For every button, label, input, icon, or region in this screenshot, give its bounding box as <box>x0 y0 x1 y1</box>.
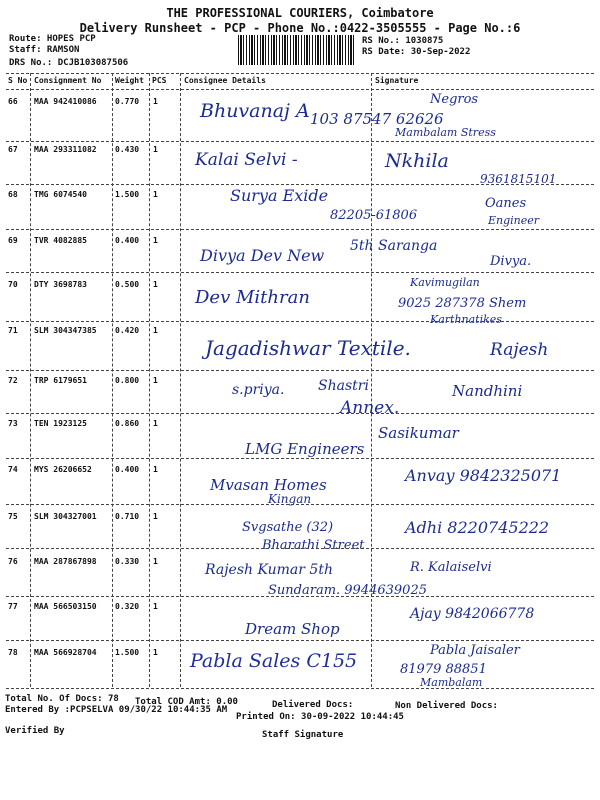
signature-handwriting: Annex. <box>340 398 400 418</box>
row-sno: 71 <box>8 326 18 335</box>
row-sno: 69 <box>8 236 18 245</box>
row-weight: 1.500 <box>115 190 140 199</box>
signature-handwriting: R. Kalaiselvi <box>410 560 492 575</box>
row-weight: 0.320 <box>115 602 140 611</box>
row-consignment: TMG 6074540 <box>34 190 87 199</box>
total-docs: Total No. Of Docs: 78 <box>5 694 119 704</box>
row-pcs: 1 <box>153 97 158 106</box>
signature-handwriting: 81979 88851 <box>400 662 487 677</box>
signature-handwriting: Kavimugilan <box>410 276 480 289</box>
row-weight: 0.420 <box>115 326 140 335</box>
header-rule <box>6 89 594 90</box>
row-pcs: 1 <box>153 145 158 154</box>
signature-handwriting: 82205-61806 <box>330 208 418 223</box>
col-header-sno: S No <box>8 76 28 85</box>
signature-handwriting: 9361815101 <box>480 172 557 186</box>
row-weight: 0.710 <box>115 512 140 521</box>
row-sno: 68 <box>8 190 18 199</box>
row-sno: 78 <box>8 648 18 657</box>
row-weight: 1.500 <box>115 648 140 657</box>
row-pcs: 1 <box>153 557 158 566</box>
signature-handwriting: Rajesh <box>490 340 549 360</box>
consignee-handwriting: Bhuvanaj A <box>200 100 310 122</box>
signature-handwriting: Pabla Jaisaler <box>430 643 520 658</box>
row-pcs: 1 <box>153 280 158 289</box>
row-divider <box>6 504 594 505</box>
row-pcs: 1 <box>153 602 158 611</box>
signature-handwriting: Sasikumar <box>378 424 459 442</box>
signature-handwriting: Karthnatikes <box>430 313 502 326</box>
col-header-weight: Weight <box>115 76 144 85</box>
row-sno: 66 <box>8 97 18 106</box>
staff: Staff: RAMSON <box>9 45 80 55</box>
non-delivered-docs: Non Delivered Docs: <box>395 701 498 711</box>
drs-number: DRS No.: DCJB103087506 <box>9 58 129 68</box>
verified-by: Verified By <box>5 726 65 736</box>
row-weight: 0.770 <box>115 97 140 106</box>
consignee-handwriting: s.priya. <box>232 382 285 398</box>
row-divider <box>6 229 594 230</box>
row-sno: 76 <box>8 557 18 566</box>
signature-handwriting: Divya. <box>490 254 532 269</box>
consignee-handwriting: Dev Mithran <box>195 287 310 308</box>
sheet-title: Delivery Runsheet - PCP - Phone No.:0422-3505555 - Page No.:6 <box>79 21 521 35</box>
entered-by: Entered By :PCPSELVA 09/30/22 10:44:35 AM <box>5 705 228 715</box>
row-weight: 0.500 <box>115 280 140 289</box>
consignee-handwriting: Surya Exide <box>230 186 329 205</box>
signature-handwriting: Negros <box>430 92 479 107</box>
table-bottom-rule <box>6 688 594 689</box>
row-divider <box>6 640 594 641</box>
row-sno: 67 <box>8 145 18 154</box>
col-divider <box>180 73 181 687</box>
consignee-handwriting: Mvasan Homes <box>210 476 327 494</box>
company-title: THE PROFESSIONAL COURIERS, Coimbatore <box>166 6 434 20</box>
col-header-consignment: Consignment No <box>34 76 102 85</box>
consignee-handwriting: Kalai Selvi - <box>195 150 298 170</box>
row-weight: 0.400 <box>115 236 140 245</box>
row-sno: 74 <box>8 465 18 474</box>
rs-number: RS No.: 1030875 <box>362 36 444 46</box>
col-header-consignee: Consignee Details <box>184 76 266 85</box>
consignee-handwriting: Divya Dev New <box>200 246 325 265</box>
col-header-signature: Signature <box>375 76 419 85</box>
row-divider <box>6 458 594 459</box>
row-sno: 77 <box>8 602 18 611</box>
printed-on: Printed On: 30-09-2022 10:44:45 <box>236 712 404 722</box>
consignee-handwriting: Pabla Sales C155 <box>190 650 358 672</box>
consignee-handwriting: LMG Engineers <box>245 440 365 458</box>
row-pcs: 1 <box>153 236 158 245</box>
row-pcs: 1 <box>153 326 158 335</box>
signature-handwriting: Anvay 9842325071 <box>405 466 562 485</box>
col-divider <box>112 73 113 687</box>
row-consignment: MAA 293311082 <box>34 145 97 154</box>
consignee-handwriting: Rajesh Kumar 5th <box>205 562 333 578</box>
row-consignment: SLM 304327001 <box>34 512 97 521</box>
row-pcs: 1 <box>153 512 158 521</box>
row-pcs: 1 <box>153 190 158 199</box>
signature-handwriting: 5th Saranga <box>350 238 438 254</box>
signature-handwriting: Nkhila <box>385 150 449 172</box>
row-consignment: MYS 26206652 <box>34 465 92 474</box>
signature-handwriting: Shastri <box>318 378 369 394</box>
row-weight: 0.330 <box>115 557 140 566</box>
consignee-handwriting: Kingan <box>268 492 312 506</box>
signature-handwriting: Mambalam Stress <box>395 126 496 139</box>
row-pcs: 1 <box>153 419 158 428</box>
consignee-handwriting: Svgsathe (32) <box>242 520 334 535</box>
signature-handwriting: Mambalam <box>420 676 483 689</box>
row-divider <box>6 370 594 371</box>
row-sno: 73 <box>8 419 18 428</box>
row-divider <box>6 184 594 185</box>
rs-date: RS Date: 30-Sep-2022 <box>362 47 471 57</box>
row-weight: 0.860 <box>115 419 140 428</box>
total-cod: Total COD Amt: 0.00 <box>135 697 238 707</box>
row-sno: 70 <box>8 280 18 289</box>
signature-handwriting: Oanes <box>485 196 527 211</box>
signature-handwriting: 9025 287378 Shem <box>398 296 527 311</box>
row-consignment: TVR 4082885 <box>34 236 87 245</box>
table-top-rule <box>6 73 594 74</box>
row-divider <box>6 141 594 142</box>
row-divider <box>6 548 594 549</box>
row-consignment: MAA 566928704 <box>34 648 97 657</box>
row-divider <box>6 321 594 322</box>
signature-handwriting: Nandhini <box>452 382 523 400</box>
signature-handwriting: Sundaram. 9944639025 <box>268 583 427 598</box>
row-divider <box>6 272 594 273</box>
delivered-docs: Delivered Docs: <box>272 700 354 710</box>
row-weight: 0.430 <box>115 145 140 154</box>
row-divider <box>6 596 594 597</box>
row-consignment: MAA 942410086 <box>34 97 97 106</box>
row-sno: 75 <box>8 512 18 521</box>
row-pcs: 1 <box>153 376 158 385</box>
signature-handwriting: Engineer <box>488 214 540 227</box>
col-header-pcs: PCS <box>152 76 167 85</box>
consignee-handwriting: Jagadishwar Textile. <box>205 336 411 360</box>
signature-handwriting: Adhi 8220745222 <box>405 518 550 537</box>
staff-signature-label: Staff Signature <box>262 730 344 740</box>
row-consignment: DTY 3698783 <box>34 280 87 289</box>
route: Route: HOPES PCP <box>9 34 96 44</box>
row-consignment: MAA 287867898 <box>34 557 97 566</box>
signature-handwriting: 103 87547 62626 <box>310 110 444 128</box>
signature-handwriting: Ajay 9842066778 <box>410 606 535 622</box>
row-consignment: TRP 6179651 <box>34 376 87 385</box>
row-pcs: 1 <box>153 648 158 657</box>
row-consignment: SLM 304347385 <box>34 326 97 335</box>
row-sno: 72 <box>8 376 18 385</box>
barcode <box>238 35 356 65</box>
consignee-handwriting: Bharathi Street <box>262 538 365 553</box>
row-divider <box>6 413 594 414</box>
row-consignment: TEN 1923125 <box>34 419 87 428</box>
col-divider <box>30 73 31 687</box>
row-weight: 0.800 <box>115 376 140 385</box>
col-divider <box>149 73 150 687</box>
row-consignment: MAA 566503150 <box>34 602 97 611</box>
consignee-handwriting: Dream Shop <box>245 620 340 638</box>
row-pcs: 1 <box>153 465 158 474</box>
row-weight: 0.400 <box>115 465 140 474</box>
